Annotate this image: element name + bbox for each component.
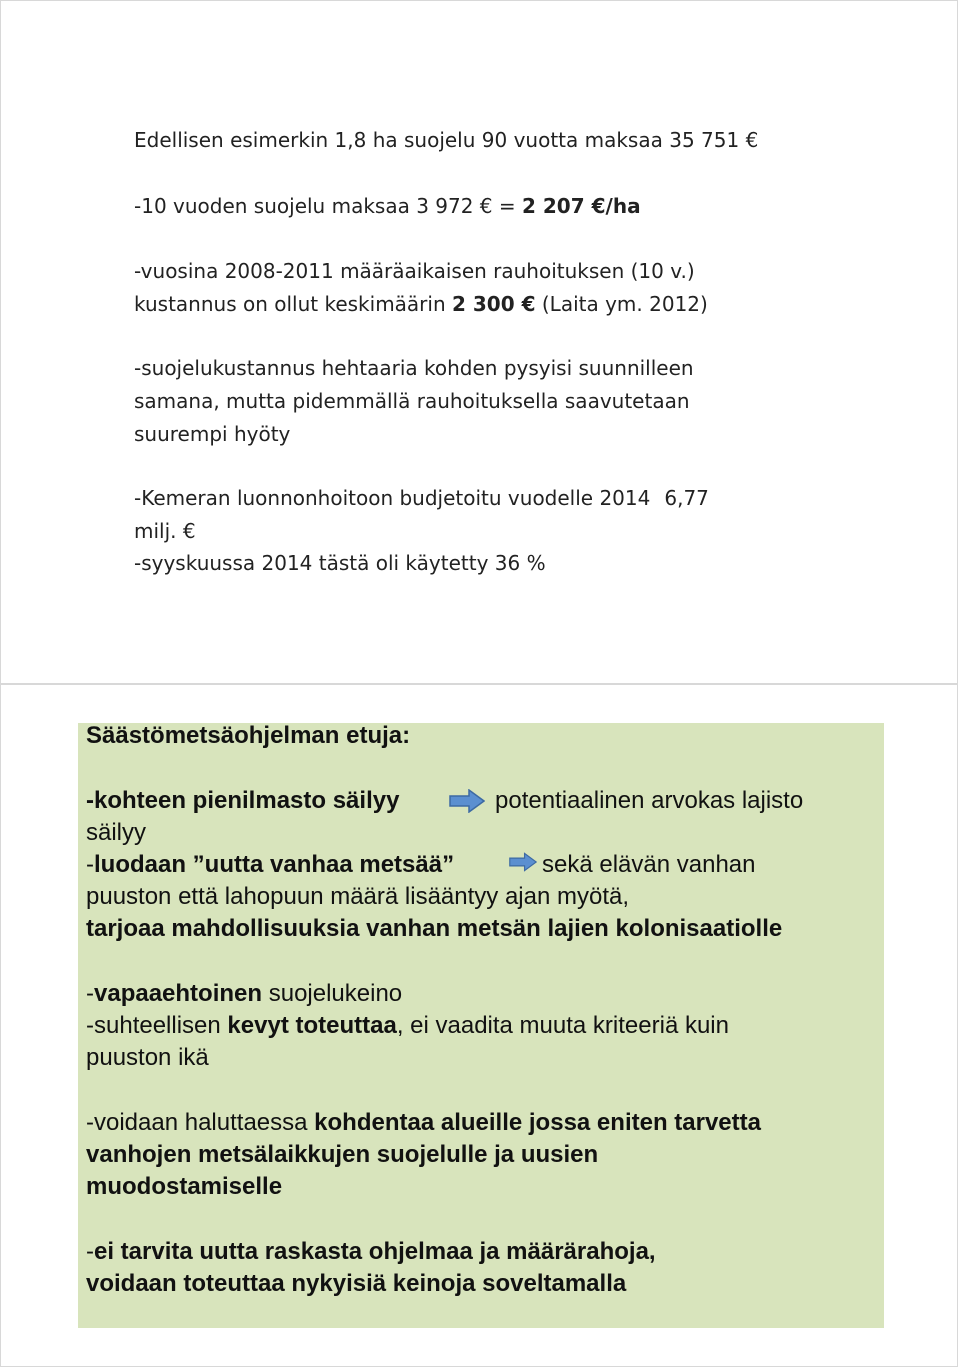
benefits-heading: Säästömetsäohjelman etuja: (86, 722, 411, 749)
cost-per-hectare-line-1: -suojelukustannus hehtaaria kohden pysyisi suunnilleen (134, 356, 694, 380)
light-implementation-line: -suhteellisen kevyt toteuttaa, ei vaadita muuta kriteeriä kuin (86, 1012, 729, 1039)
budget-used-line: -syyskuussa 2014 tästä oli käytetty 36 % (134, 551, 546, 575)
cost-per-hectare-line-2: samana, mutta pidemmällä rauhoituksella saavutetaan (134, 389, 690, 413)
valuable-species-text: potentiaalinen arvokas lajisto (495, 787, 804, 814)
living-trees-text: sekä elävän vanhan (542, 851, 756, 878)
cost-10-years-line: -10 vuoden suojelu maksaa 3 972 € = 2 207 €/ha (134, 194, 641, 218)
existing-means-line: voidaan toteuttaa nykyisiä keinoja soveltamalla (86, 1270, 627, 1297)
microclimate-line: -kohteen pienilmasto säilyy (86, 787, 400, 814)
right-arrow-icon (449, 789, 485, 813)
targeting-line-2: vanhojen metsälaikkujen suojelulle ja uusien (86, 1141, 599, 1168)
cost-90-years-line: Edellisen esimerkin 1,8 ha suojelu 90 vuotta maksaa 35 751 € (134, 128, 759, 152)
period-line: -vuosina 2008-2011 määräaikaisen rauhoituksen (10 v.) (134, 259, 695, 283)
voluntary-line: -vapaaehtoinen suojelukeino (86, 980, 403, 1007)
colonisation-line: tarjoaa mahdollisuuksia vanhan metsän lajien kolonisaatiolle (86, 915, 783, 942)
cost-per-hectare-line-3: suurempi hyöty (134, 422, 291, 446)
kemera-budget-unit: milj. € (134, 519, 196, 543)
stand-age-line: puuston ikä (86, 1044, 209, 1071)
targeting-line-3: muodostamiselle (86, 1173, 283, 1200)
no-new-program-line: -ei tarvita uutta raskasta ohjelmaa ja määrärahoja, (86, 1238, 656, 1265)
preserved-text: säilyy (86, 819, 147, 846)
slide-benefits (0, 684, 958, 1367)
average-cost-line: kustannus on ollut keskimäärin 2 300 € (Laita ym. 2012) (134, 292, 708, 316)
right-arrow-icon (509, 851, 537, 873)
deadwood-line: puuston että lahopuun määrä lisääntyy ajan myötä, (86, 883, 630, 910)
new-old-forest-line: -luodaan ”uutta vanhaa metsää” (86, 851, 455, 878)
slide-cost-info (0, 0, 958, 684)
targeting-line: -voidaan haluttaessa kohdentaa alueille jossa eniten tarvetta (86, 1109, 761, 1136)
kemera-budget-line: -Kemeran luonnonhoitoon budjetoitu vuodelle 2014 6,77 (134, 486, 709, 510)
